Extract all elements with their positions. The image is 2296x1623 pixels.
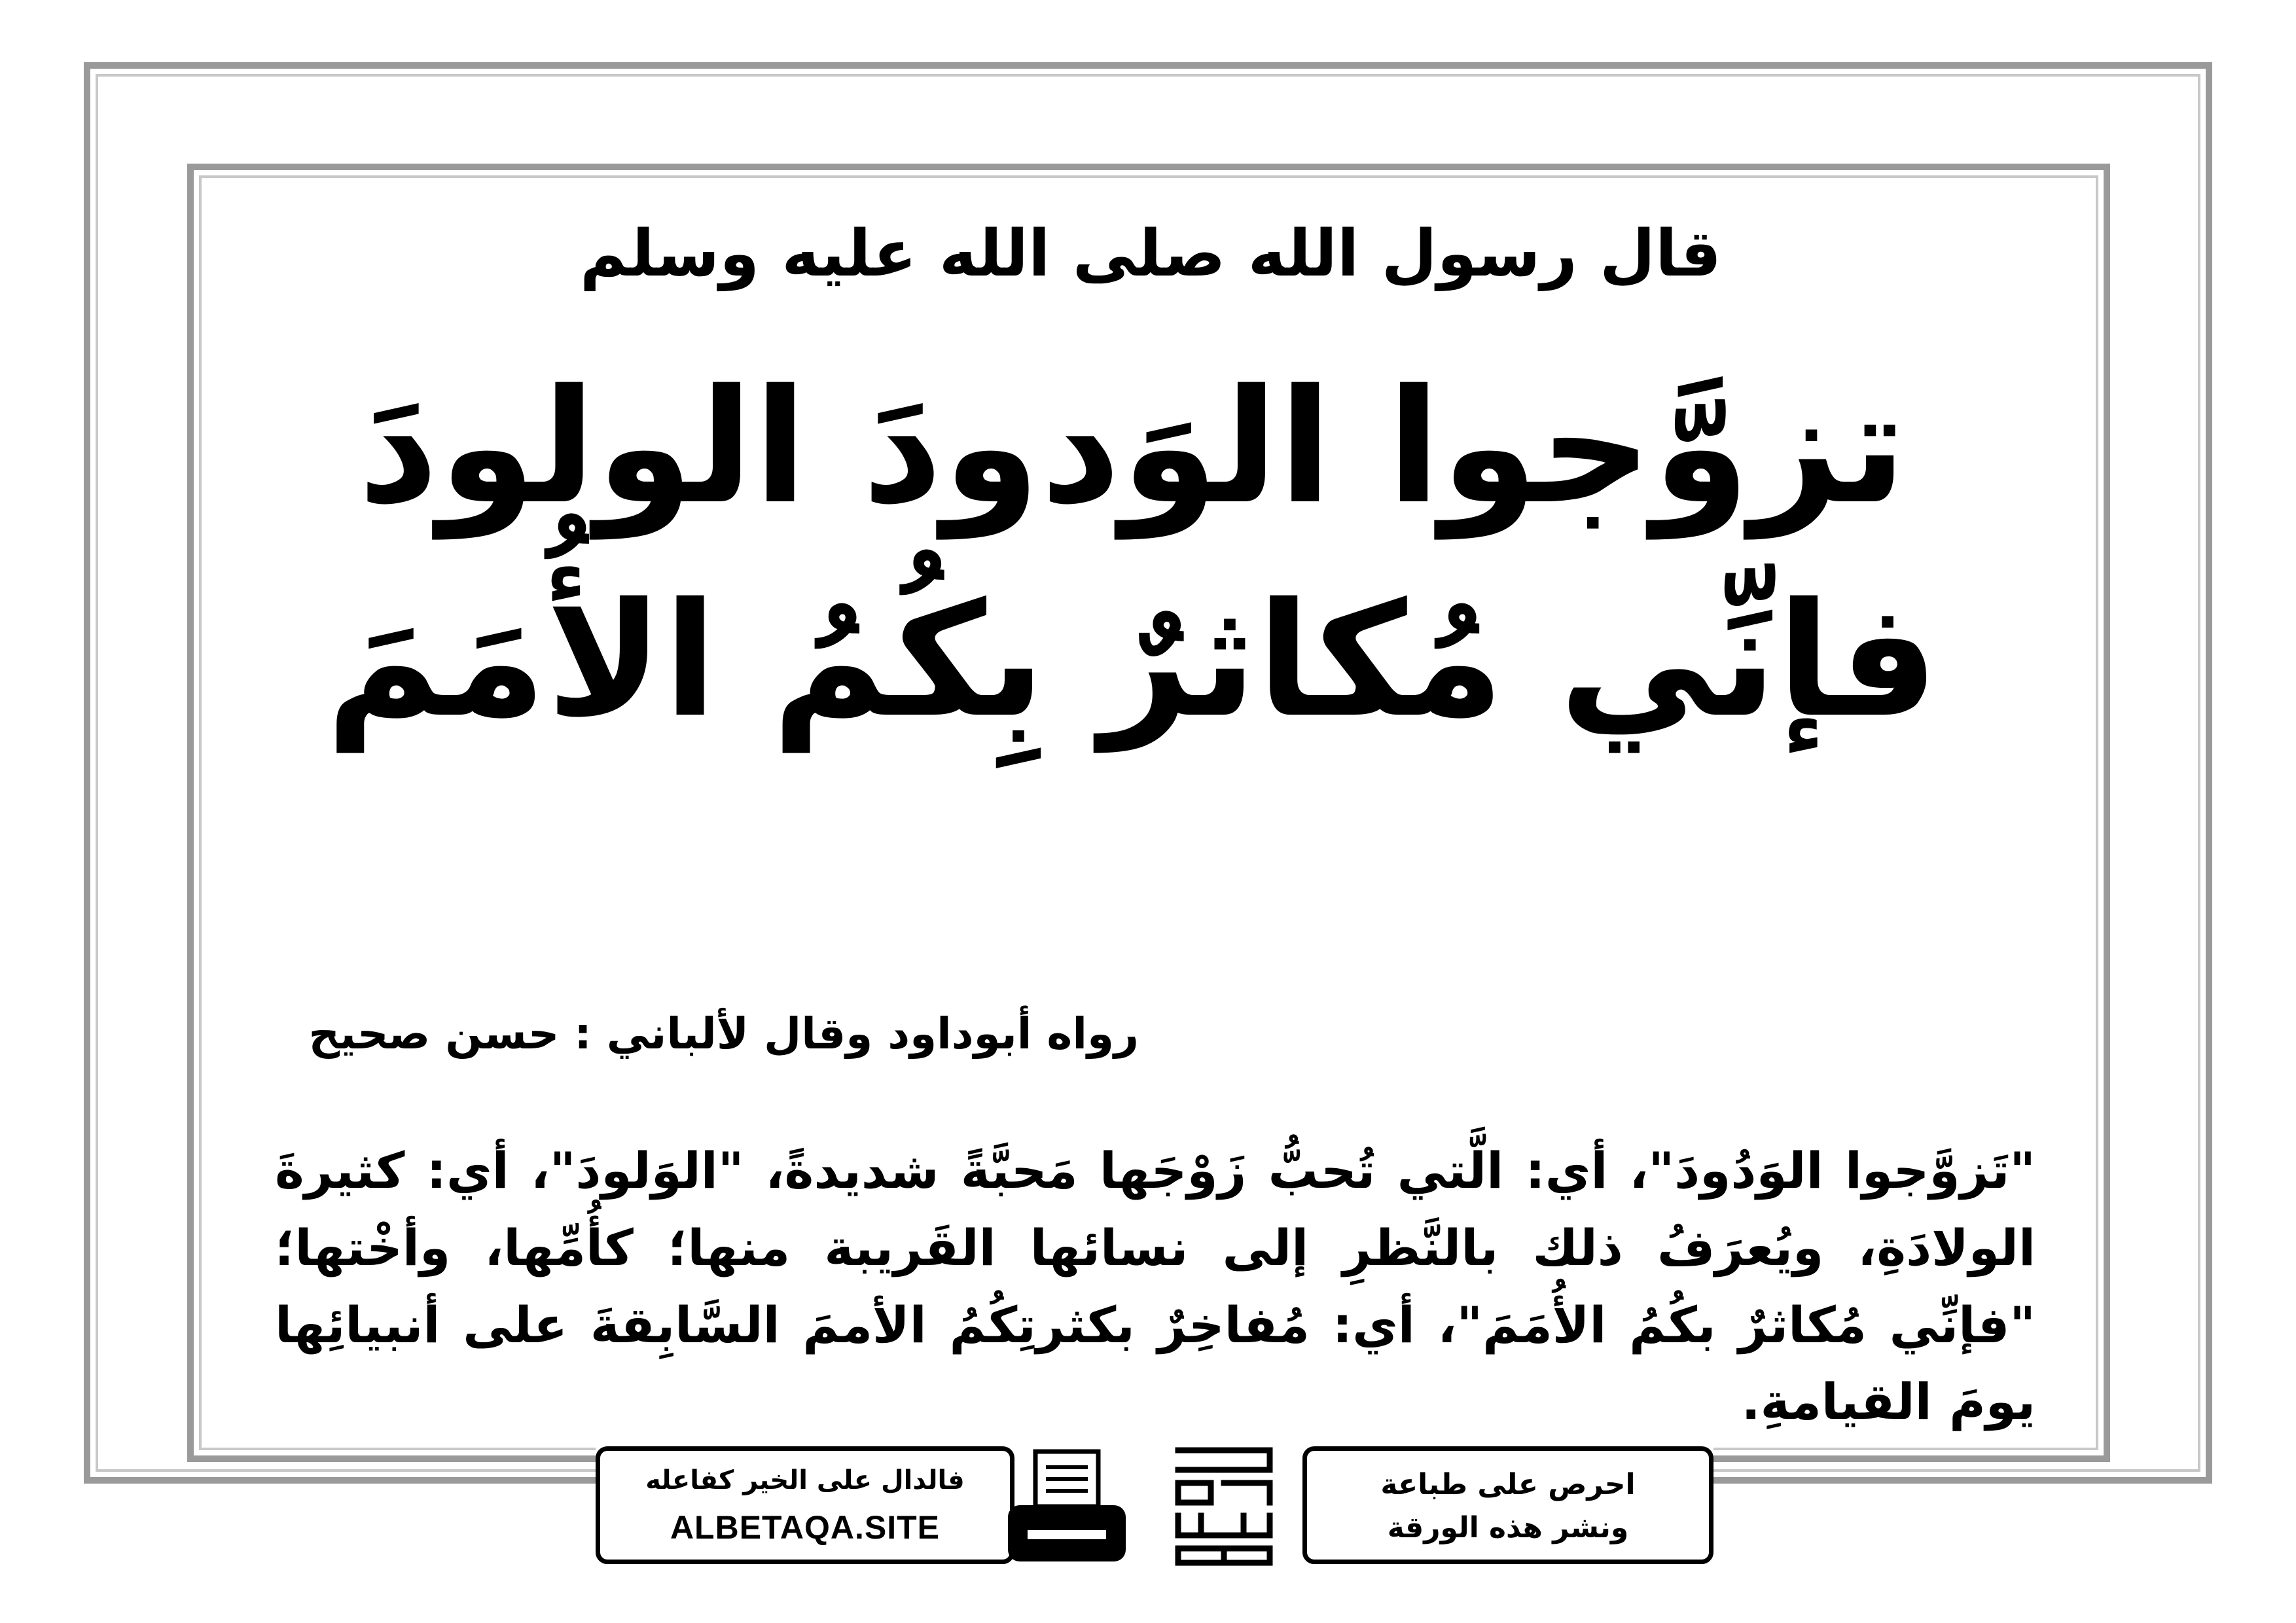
hadith-text [288,340,1977,768]
site-box [596,1446,1014,1564]
hadith-intro: قال رسول الله صلى الله عليه وسلم [580,217,1721,291]
hadith-source: رواه أبوداود وقال لألباني : حسن صحيح [308,1008,1139,1059]
cta-line-2: ونشر هذه الورقة [1387,1511,1629,1544]
site-url[interactable]: ALBETAQA.SITE [670,1509,941,1546]
hadith-line-1: تزوَّجوا الوَدودَ الولودَ [357,355,1907,539]
cta-line-1: احرص على طباعة [1380,1468,1636,1501]
printer-icon [1001,1446,1132,1571]
site-tagline: فالدال على الخير كفاعله [645,1465,965,1495]
footer-bar [596,1446,1713,1564]
hadith-line-2: فإنِّي مُكاثرٌ بِكُمُ الأُمَمَ [325,569,1939,753]
dawat-alwaraqa-logo [1172,1444,1276,1568]
cta-box [1302,1446,1713,1564]
hadith-explanation: "تَزوَّجوا الوَدُودَ"، أي: الَّتي تُحبُّ زَوْجَها مَحبَّةً شديدةً، "الوَلودَ"، أي: كثيرةَ الولادَةِ، ويُعرَفُ ذلك بالنَّظرِ إلى نسائها القَريبة منها؛ كأُمِّها، وأخْتها؛ "فإنِّي مُكاثرٌ بكُمُ الأُمَمَ"، أي: مُفاخِرٌ بكثرتِكُمُ الأممَ السَّابِقةَ على أنبيائِها يومَ القيامةِ. [275,1141,2036,1431]
